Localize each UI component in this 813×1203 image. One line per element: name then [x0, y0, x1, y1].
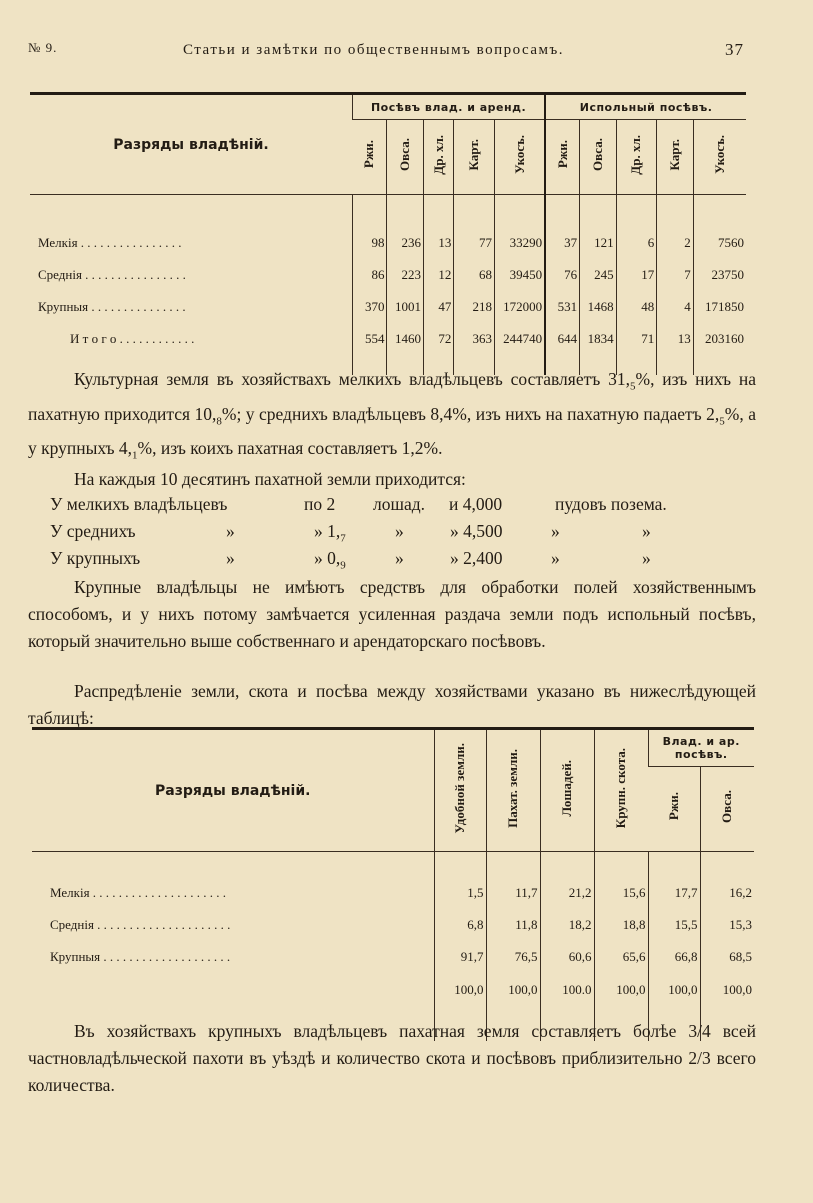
section-title: Статьи и замѣтки по общественнымъ вопросамъ.: [183, 42, 564, 58]
table-cell: 223: [387, 259, 424, 291]
table-cell: 18,2: [540, 909, 594, 941]
table-cell: 37: [545, 227, 579, 259]
table1-col-header: Др. хл.: [423, 120, 453, 195]
table-cell: 33290: [494, 227, 545, 259]
table-cell: 16,2: [700, 877, 754, 909]
paragraph-distribution: Распредѣленіе земли, скота и посѣва между хозяйствами указано въ нижеслѣдующей таблицѣ:: [28, 681, 756, 728]
table-cell: 39450: [494, 259, 545, 291]
table2-group-sowing: Влад. и ар. посѣвъ.: [648, 729, 754, 767]
table-cell: 11,8: [486, 909, 540, 941]
table-cell: 47: [423, 291, 453, 323]
table1-group-share: Испольный посѣвъ.: [545, 94, 746, 120]
table-row: [32, 973, 754, 1007]
fraction-two-thirds: 2/3: [688, 1048, 711, 1068]
table-cell: 23750: [693, 259, 746, 291]
table-cell: 1468: [580, 291, 617, 323]
table-cell: 72: [423, 323, 453, 355]
table1-col-header: Укосъ.: [494, 120, 545, 195]
table-cell: 2: [657, 227, 694, 259]
table-cell: 363: [454, 323, 495, 355]
table-cell: 1834: [580, 323, 617, 355]
table-cell: 172000: [494, 291, 545, 323]
issue-number: № 9.: [28, 40, 58, 55]
table-cell: 4: [657, 291, 694, 323]
table-row: [30, 323, 746, 355]
table-cell: 13: [423, 227, 453, 259]
table2-col-header: Удобной земли.: [434, 729, 486, 852]
running-header: [28, 40, 744, 66]
table1-col-header: Ржи.: [545, 120, 579, 195]
distribution-table: [32, 727, 754, 1041]
table-cell: 66,8: [648, 941, 700, 973]
table-cell: 91,7: [434, 941, 486, 973]
table-cell: 76: [545, 259, 579, 291]
table-cell: 100.0: [540, 973, 594, 1007]
table-cell: 98: [353, 227, 387, 259]
table1-col-header: Овса.: [387, 120, 424, 195]
table-cell: 100,0: [434, 973, 486, 1007]
table2-col-header: Крупн. скота.: [594, 729, 648, 852]
table-cell: 68,5: [700, 941, 754, 973]
table-row: [30, 227, 746, 259]
table-cell: 644: [545, 323, 579, 355]
row-label: И т о г о . . . . . . . . . . . .: [70, 331, 195, 346]
table-cell: 245: [580, 259, 617, 291]
table-cell: 121: [580, 227, 617, 259]
row-label: Крупныя . . . . . . . . . . . . . . .: [38, 299, 186, 314]
row-label: Мелкія . . . . . . . . . . . . . . . .: [38, 235, 182, 250]
table-cell: 1460: [387, 323, 424, 355]
table-cell: 100,0: [648, 973, 700, 1007]
table1-col-header: Карт.: [657, 120, 694, 195]
page: № 9. Статьи и замѣтки по общественнымъ вопросамъ. 37 Разряды владѣній. Посѣвъ влад. и аренд. Испольный посѣвъ. Ржи. Овса. Др. хл. Карт. Укосъ. Ржи. Овса. Др. хл. Карт. Укосъ. Мелкія . . . . . . . . . . . . . . . . 98 236 13 77 33290 37 121 6 2 7560 Среднія . . . . . . . . . . . . . . . . 86 223 12 68 39450 76 245 17 7 23750 Крупныя . . . . . . . . . . . . . . . 370 1001 47 218 172000 531 1468 48 4 171850 И т о г о . . . . . . . . . . . . 554 1460 72 363 244740 644 1834 71 13 203160 Культурная земля въ хозяйствахъ мелкихъ владѣльцевъ составляетъ $31,_5\%$, изъ нихъ на пахатную приходится $10,_8\%$; у среднихъ владѣльцевъ 8,4%, изъ нихъ на пахатную падаетъ $2,_5\%$, а у крупныхъ $4,_1\%$, изъ коихъ пахатная составляетъ 1,2%. На каждыя 10 десятинъ пахатной земли приходится: У мелкихъ владѣльцевъ по 2 лошад. и 4,000 пудовъ позема. У среднихъ » » $1,_7$ » » 4,500 » » У крупныхъ » » $0,_9$ » » 2,400 » » Крупные владѣльцы не имѣютъ средствъ для обработки полей хозяйственнымъ способомъ, и у нихъ потому замѣчается усиленная раздача земли подъ испольный посѣвъ, который значительно выше собственнаго и арендаторскаго посѣвовъ. Распредѣленіе земли, скота и посѣва между хозяйствами указано въ нижеслѣдующей таблицѣ: Разряды владѣній. Удобной земли. Пахат. земли. Лошадей. Крупн. скота. Влад. и ар. посѣвъ. Ржи. Овса. Мелкія . . . . . . . . . . . . . . . . . . . . . 1,5 11,7 21,2 15,6 17,7 16,2 Среднія . . . . . . . . . . . . . . . . . . . . . 6,8 11,8 18,2 18,8 15,5 15,3 Крупныя . . . . . . . . . . . . . . . . . . . . 91,7 76,5 60,6 65,6 66,8 68,5 100,0 100,0 100.0 100,0 100,0 100,0 Въ хозяйствахъ крупныхъ владѣльцевъ пахатная земля составляетъ болѣе 3/4 всей частновладѣльческой пахоти въ уѣздѣ и количество скота и посѣвовъ приблизительно 2/3 всего количества.: [0, 0, 813, 1203]
table-cell: 100,0: [486, 973, 540, 1007]
table-cell: 12: [423, 259, 453, 291]
table-cell: 13: [657, 323, 694, 355]
table2-col-header: Пахат. земли.: [486, 729, 540, 852]
table-cell: 370: [353, 291, 387, 323]
table-cell: 17,7: [648, 877, 700, 909]
table2-col-header: Лошадей.: [540, 729, 594, 852]
sowing-table: [30, 92, 746, 375]
table-cell: 15,6: [594, 877, 648, 909]
row-label: Среднія . . . . . . . . . . . . . . . . . . . . .: [50, 917, 231, 932]
table-cell: 18,8: [594, 909, 648, 941]
table-cell: 76,5: [486, 941, 540, 973]
table2-col-header: Овса.: [700, 767, 754, 852]
table-cell: 7: [657, 259, 694, 291]
table-cell: 21,2: [540, 877, 594, 909]
table-cell: 100,0: [594, 973, 648, 1007]
table1-col-header: Укосъ.: [693, 120, 746, 195]
table-cell: 15,3: [700, 909, 754, 941]
table1-group-own: Посѣвъ влад. и аренд.: [353, 94, 546, 120]
table-cell: 86: [353, 259, 387, 291]
table-cell: 68: [454, 259, 495, 291]
table-cell: 6,8: [434, 909, 486, 941]
table1-col-header: Др. хл.: [616, 120, 657, 195]
table1-row-header: Разряды владѣній.: [113, 136, 269, 153]
row-label: Среднія . . . . . . . . . . . . . . . .: [38, 267, 186, 282]
table-row: [30, 291, 746, 323]
table-cell: 77: [454, 227, 495, 259]
row-label: Мелкія . . . . . . . . . . . . . . . . . . . . .: [50, 885, 227, 900]
table-cell: 554: [353, 323, 387, 355]
paragraph-culture-land: Культурная земля въ хозяйствахъ мелкихъ владѣльцевъ составляетъ $31,_5\%$, изъ нихъ на пахатную приходится $10,_8\%$; у среднихъ владѣльцевъ 8,4%, изъ нихъ на пахатную падаетъ $2,_5\%$, а у крупныхъ $4,_1\%$, изъ коихъ пахатная составляетъ 1,2%.: [28, 369, 756, 462]
paragraph-per-ten: На каждыя 10 десятинъ пахатной земли приходится:: [74, 469, 466, 489]
fraction-three-quarters: 3/4: [688, 1021, 711, 1041]
table-row: [32, 909, 754, 941]
table-cell: 236: [387, 227, 424, 259]
paragraph-conclusion: Въ хозяйствахъ крупныхъ владѣльцевъ пахатная земля составляетъ болѣе 3/4 всей частновладѣльческой пахоти въ уѣздѣ и количество скота и посѣвовъ приблизительно 2/3 всего количества.: [28, 1021, 757, 1095]
table2-row-header: Разряды владѣній.: [155, 782, 311, 799]
table-cell: 244740: [494, 323, 545, 355]
table-cell: 1001: [387, 291, 424, 323]
table-cell: 1,5: [434, 877, 486, 909]
page-number: 37: [725, 40, 744, 59]
table-cell: 531: [545, 291, 579, 323]
table-cell: 15,5: [648, 909, 700, 941]
table-cell: 65,6: [594, 941, 648, 973]
table-cell: 11,7: [486, 877, 540, 909]
table-cell: 17: [616, 259, 657, 291]
table1-col-header: Овса.: [580, 120, 617, 195]
table-cell: 171850: [693, 291, 746, 323]
table1-col-header: Карт.: [454, 120, 495, 195]
table1-col-header: Ржи.: [353, 120, 387, 195]
table-cell: 60,6: [540, 941, 594, 973]
table-cell: 100,0: [700, 973, 754, 1007]
table-cell: 7560: [693, 227, 746, 259]
table-row: [32, 941, 754, 973]
table-row: [30, 259, 746, 291]
row-label: Крупныя . . . . . . . . . . . . . . . . . . . .: [50, 949, 231, 964]
paragraph-large-owners: Крупные владѣльцы не имѣютъ средствъ для обработки полей хозяйственнымъ способомъ, и у нихъ потому замѣчается усиленная раздача земли подъ испольный посѣвъ, который значительно выше собственнаго и арендаторскаго посѣвовъ.: [28, 577, 756, 651]
table-cell: 218: [454, 291, 495, 323]
table-cell: 6: [616, 227, 657, 259]
table-cell: 71: [616, 323, 657, 355]
table-cell: 48: [616, 291, 657, 323]
table-cell: 203160: [693, 323, 746, 355]
row-label: [32, 973, 434, 1007]
table-row: [32, 877, 754, 909]
table2-col-header: Ржи.: [648, 767, 700, 852]
